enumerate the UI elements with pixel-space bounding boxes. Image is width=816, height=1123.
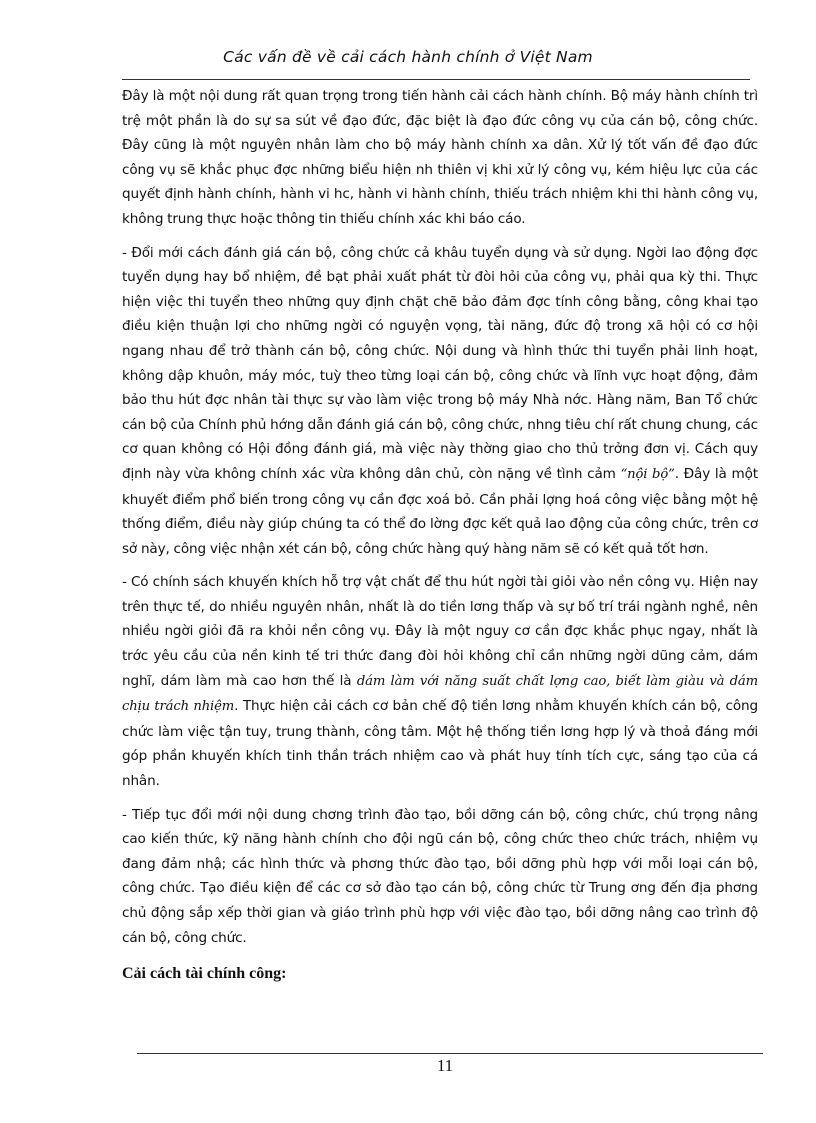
paragraph-incentives-text: - Có chính sách khuyến khích hỗ trợ vật chất để thu hút ngời tài giỏi vào nền công vụ. Hiện nay trên thực tế, do nhiều nguyên nhân, nhất là do tiền lơng thấp và sự bố trí trái ngành nghề, nên nhiều ngời giỏi đã ra khỏi nền công vụ. Đây là một nguy cơ cần đợc khắc phục ngay, nhất là trớc yêu cầu của nền kinh tế tri thức đang đòi hỏi không chỉ cần những ngời dũng cảm, dám nghĩ, dám làm mà cao hơn thế là <box>122 574 758 689</box>
paragraph-evaluation-text: - Đổi mới cách đánh giá cán bộ, công chức cả khâu tuyển dụng và sử dụng. Ngời lao động đợc tuyển dụng hay bổ nhiệm, đề bạt phải xuất phát từ đòi hỏi của công vụ, phải qua kỳ thi. Thực hiện việc thi tuyển theo những quy định chặt chẽ bảo đảm đợc tính công bằng, công khai tạo điều kiện thuận lợi cho những ngời có nguyện vọng, tài năng, đức độ trong xã hội có cơ hội ngang nhau để trở thành cán bộ, công chức. Nội dung và hình thức thi tuyển phải linh hoạt, không dập khuôn, máy móc, tuỳ theo từng loại cán bộ, công chức và lĩnh vực hoạt động, đảm bảo thu hút đợc nhân tài thực sự vào làm việc trong bộ máy Nhà nớc. Hàng năm, Ban Tổ chức cán bộ của Chính phủ hớng dẫn đánh giá cán bộ, công chức, nhng tiêu chí rất chung chung, các cơ quan không có Hội đồng đánh giá, mà việc này thờng giao cho thủ trởng đơn vị. Cách quy định này vừa không chính xác vừa không dân chủ, còn nặng về tình cảm <box>122 244 758 482</box>
footer-divider <box>137 1053 763 1054</box>
paragraph-incentives <box>122 570 758 793</box>
paragraph-incentives-emphasis: dám làm với năng suất chất lợng cao, biết làm giàu và dám chịu trách nhiệm <box>122 673 758 715</box>
paragraph-evaluation <box>122 241 758 562</box>
paragraph-incentives-text-end: . Thực hiện cải cách cơ bản chế độ tiền lơng nhằm khuyến khích cán bộ, công chức làm việc tận tuy, trung thành, công tâm. Một hệ thống tiền lơng hợp lý và thoả đáng mới góp phần khuyến khích tinh thần trách nhiệm cao và phát huy tính tích cực, sáng tạo của cá nhân. <box>122 698 758 790</box>
paragraph-ethics: Đây là một nội dung rất quan trọng trong tiến hành cải cách hành chính. Bộ máy hành chính trì trệ một phần là do sự sa sút về đạo đức, đặc biệt là đạo đức công vụ của cán bộ, công chức. Đây cũng là một nguyên nhân làm cho bộ máy hành chính xa dân. Xử lý tốt vấn đề đạo đức công vụ sẽ khắc phục đợc những biểu hiện nh thiên vị khi xử lý công vụ, kém hiệu lực của các quyết định hành chính, hành vi hc, hành vi hành chính, thiếu trách nhiệm khi thi hành công vụ, không trung thực hoặc thông tin thiếu chính xác khi báo cáo. <box>122 88 758 227</box>
paragraph-training: - Tiếp tục đổi mới nội dung chơng trình đào tạo, bồi dỡng cán bộ, công chức, chú trọng nâng cao kiến thức, kỹ năng hành chính cho đội ngũ cán bộ, công chức theo chức trách, nhiệm vụ đang đảm nhậ; các hình thức và phơng thức đào tạo, bồi dỡng phù hợp với mỗi loại cán bộ, công chức. Tạo điều kiện để các cơ sở đào tạo cán bộ, công chức từ Trung ơng đến địa phơng chủ động sắp xếp thời gian và giáo trình phù hợp với việc đào tạo, bồi dỡng nâng cao trình độ cán bộ, công chức. <box>122 806 758 946</box>
paragraph-evaluation-emphasis: “nội bộ” <box>620 466 675 482</box>
page-body <box>122 84 758 985</box>
header-divider <box>122 79 750 80</box>
page-number: 11 <box>436 1056 454 1075</box>
running-header: Các vấn đề về cải cách hành chính ở Việt Nam <box>223 48 593 66</box>
paragraph-evaluation-text-end: . Đây là một khuyết điểm phổ biến trong công vụ cần đợc xoá bỏ. Cần phải lợng hoá công việc bằng một hệ thống điểm, điều này giúp chúng ta có thể đo lờng đợc kết quả lao động của công chức, trên cơ sở này, công việc nhận xét cán bộ, công chức hàng quý hàng năm sẽ có kết quả tốt hơn. <box>122 465 758 557</box>
section-heading: Cải cách tài chính công: <box>122 965 287 983</box>
